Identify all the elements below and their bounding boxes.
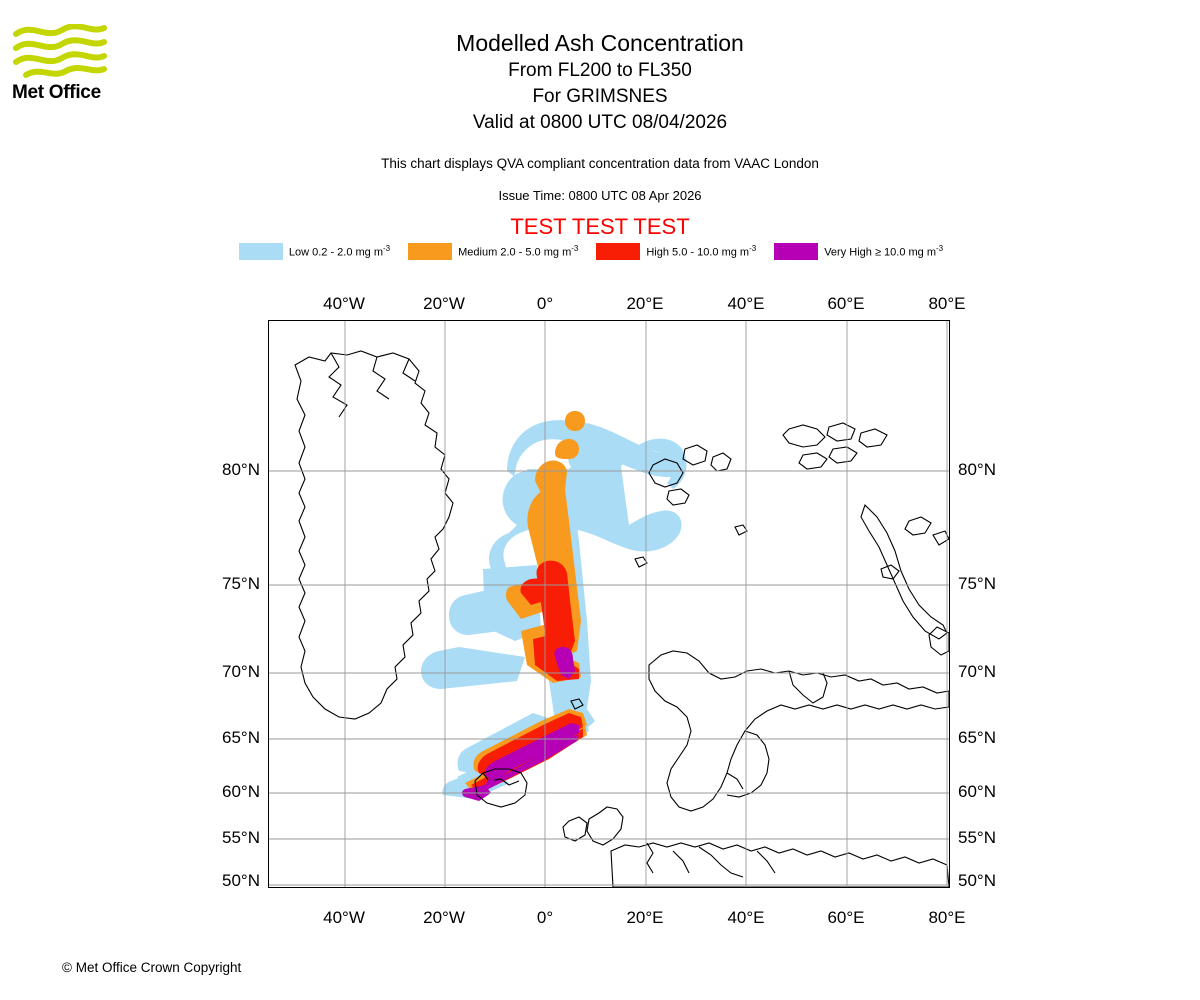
- lat-label-right-50n: 50°N: [958, 871, 996, 890]
- legend-swatch-medium: [408, 243, 452, 260]
- lon-label-bottom-40e: 40°E: [727, 908, 765, 927]
- lon-label-bottom-20e: 20°E: [626, 908, 664, 927]
- lat-label-right-60n: 60°N: [958, 782, 996, 801]
- lat-label-right-55n: 55°N: [958, 828, 996, 847]
- issue-time: Issue Time: 0800 UTC 08 Apr 2026: [498, 188, 702, 203]
- coastlines: [295, 351, 949, 887]
- map-plot-area: [268, 320, 950, 888]
- legend-label-low: Low 0.2 - 2.0 mg $m^{-3}$: [288, 244, 391, 259]
- lon-label-top-40w: 40°W: [323, 294, 365, 313]
- legend-item-high: [596, 243, 756, 260]
- lat-label-right-70n: 70°N: [958, 662, 996, 681]
- map-gridlines: [269, 321, 949, 887]
- title-line-4: Valid at 0800 UTC 08/04/2026: [472, 112, 728, 133]
- lat-label-left-65n: 65°N: [222, 728, 260, 747]
- page-title: [0, 28, 1200, 136]
- legend-item-very-high: [774, 243, 943, 260]
- title-line-3: For GRIMSNES: [532, 86, 668, 107]
- legend-item-medium: [408, 243, 578, 260]
- lon-label-top-60e: 60°E: [827, 294, 865, 313]
- map-canvas: [269, 321, 949, 887]
- concentration-legend: [0, 243, 1200, 260]
- title-line-1: Modelled Ash Concentration: [456, 30, 744, 56]
- copyright-notice: © Met Office Crown Copyright: [62, 960, 242, 975]
- lon-label-top-20w: 20°W: [423, 294, 465, 313]
- legend-swatch-very-high: [774, 243, 818, 260]
- lat-label-left-55n: 55°N: [222, 828, 260, 847]
- lon-label-top-80e: 80°E: [928, 294, 966, 313]
- legend-swatch-low: [239, 243, 283, 260]
- lon-label-top-20e: 20°E: [626, 294, 664, 313]
- test-banner: TEST TEST TEST: [510, 214, 690, 239]
- title-line-2: From FL200 to FL350: [508, 60, 692, 81]
- lon-label-top-0: 0°: [536, 294, 554, 313]
- lat-label-right-75n: 75°N: [958, 574, 996, 593]
- lat-label-left-80n: 80°N: [222, 460, 260, 479]
- chart-subtitle: This chart displays QVA compliant concentration data from VAAC London: [381, 156, 819, 171]
- legend-swatch-high: [596, 243, 640, 260]
- lat-label-left-75n: 75°N: [222, 574, 260, 593]
- legend-label-very-high: Very High ≥ 10.0 mg $m^{-3}$: [824, 244, 944, 259]
- lat-label-left-60n: 60°N: [222, 782, 260, 801]
- lon-label-bottom-60e: 60°E: [827, 908, 865, 927]
- lon-label-bottom-80e: 80°E: [928, 908, 966, 927]
- lat-label-left-70n: 70°N: [222, 662, 260, 681]
- ash-concentration-map: [222, 294, 996, 927]
- legend-label-high: High 5.0 - 10.0 mg $m^{-3}$: [646, 244, 757, 259]
- legend-label-medium: Medium 2.0 - 5.0 mg $m^{-3}$: [458, 244, 579, 259]
- lon-label-top-40e: 40°E: [727, 294, 765, 313]
- lon-label-bottom-0: 0°: [536, 908, 554, 927]
- lat-label-right-80n: 80°N: [958, 460, 996, 479]
- lat-label-right-65n: 65°N: [958, 728, 996, 747]
- met-office-logo-text: Met Office: [12, 82, 101, 103]
- lon-label-bottom-40w: 40°W: [323, 908, 365, 927]
- lon-label-bottom-20w: 20°W: [423, 908, 465, 927]
- legend-item-low: [239, 243, 390, 260]
- lat-label-left-50n: 50°N: [222, 871, 260, 890]
